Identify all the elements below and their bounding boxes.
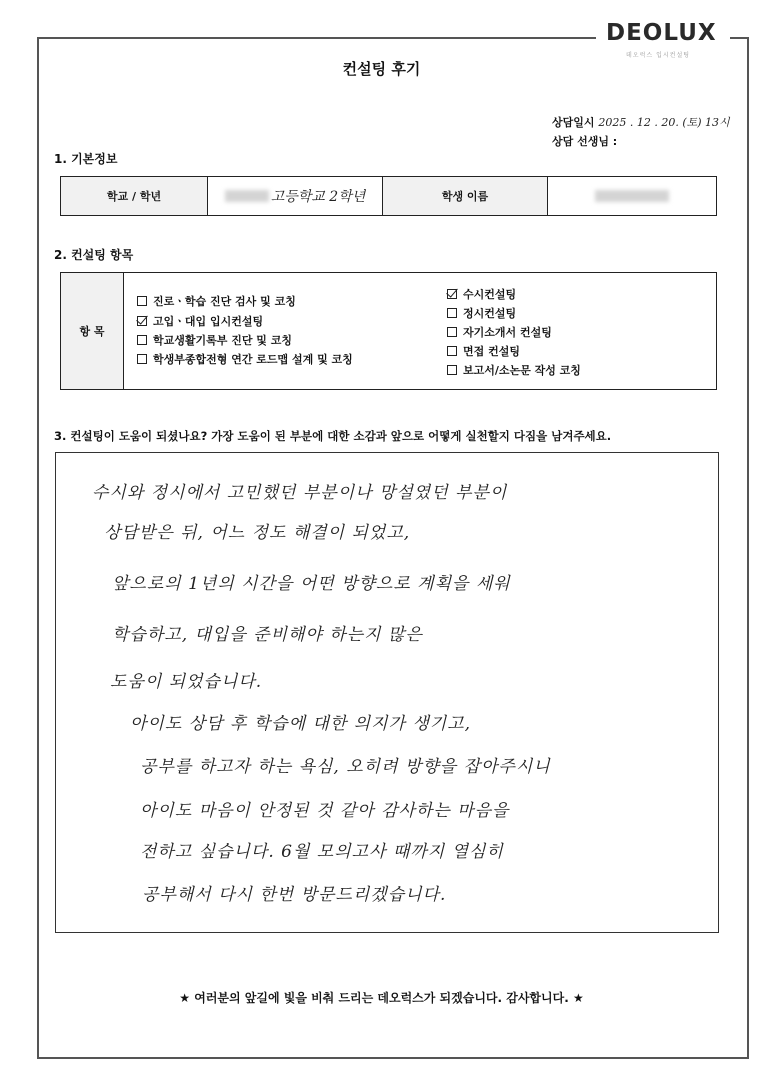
item-label: 면접 컨설팅	[463, 345, 520, 358]
school-label: 학교 / 학년	[61, 177, 208, 215]
feedback-line: 학습하고, 대입을 준비해야 하는지 많은	[112, 625, 423, 645]
checkbox-report[interactable]	[447, 365, 457, 375]
item-report[interactable]	[447, 362, 581, 378]
item-interview[interactable]	[447, 343, 520, 359]
item-label: 학교생활기록부 진단 및 코칭	[153, 334, 292, 347]
item-label: 고입ㆍ대입 입시컨설팅	[153, 315, 264, 328]
consulting-items-table	[60, 272, 717, 390]
checkbox-career-diagnosis[interactable]	[137, 296, 147, 306]
student-name-cell	[548, 177, 716, 215]
item-label: 수시컨설팅	[463, 288, 517, 301]
page-title: 컨설팅 후기	[342, 60, 421, 78]
item-roadmap[interactable]	[137, 351, 353, 367]
section-basic-info-heading: 1. 기본정보	[54, 152, 118, 166]
feedback-line: 전하고 싶습니다. 6월 모의고사 때까지 열심히	[140, 842, 504, 862]
item-label: 진로ㆍ학습 진단 검사 및 코칭	[153, 295, 296, 308]
feedback-line: 수시와 정시에서 고민했던 부분이나 망설였던 부분이	[92, 483, 508, 503]
feedback-line: 아이도 마음이 안정된 것 같아 감사하는 마음을	[140, 801, 510, 821]
section-feedback-heading: 3. 컨설팅이 도움이 되셨나요? 가장 도움이 된 부분에 대한 소감과 앞으로 어떻게 실천할지 다짐을 남겨주세요.	[54, 429, 612, 443]
feedback-line: 공부해서 다시 한번 방문드리겠습니다.	[142, 885, 447, 905]
redacted-student-name	[595, 190, 669, 202]
footer-message: ★ 여러분의 앞길에 빛을 비춰 드리는 데오럭스가 되겠습니다. 감사합니다. ★	[179, 991, 584, 1005]
school-cell	[208, 177, 383, 215]
feedback-line: 앞으로의 1년의 시간을 어떤 방향으로 계획을 세워	[112, 574, 511, 594]
item-jeongsi[interactable]	[447, 305, 516, 321]
counselor-label: 상담 선생님 :	[552, 135, 618, 148]
item-admission-consulting[interactable]	[137, 313, 263, 329]
brand-logo-subtitle: 데오럭스 입시컨설팅	[626, 52, 691, 59]
checkbox-self-intro[interactable]	[447, 327, 457, 337]
feedback-line: 아이도 상담 후 학습에 대한 의지가 생기고,	[130, 714, 472, 734]
checkbox-jeongsi[interactable]	[447, 308, 457, 318]
items-label: 항 목	[61, 273, 124, 389]
item-label: 정시컨설팅	[463, 307, 517, 320]
item-self-intro[interactable]	[447, 324, 552, 340]
feedback-line: 공부를 하고자 하는 욕심, 오히려 방향을 잡아주시니	[140, 757, 551, 777]
checkbox-interview[interactable]	[447, 346, 457, 356]
item-label: 학생부종합전형 연간 로드맵 설계 및 코칭	[153, 353, 353, 366]
item-susi[interactable]	[447, 286, 516, 302]
redacted-school-name	[225, 190, 269, 202]
feedback-line: 상담받은 뒤, 어느 정도 해결이 되었고,	[104, 523, 411, 543]
checkbox-school-record[interactable]	[137, 335, 147, 345]
item-school-record[interactable]	[137, 332, 292, 348]
checkbox-susi[interactable]	[447, 289, 457, 299]
consult-date	[552, 114, 730, 130]
item-label: 보고서/소논문 작성 코칭	[463, 364, 581, 377]
brand-logo: DEOLUX	[606, 20, 717, 46]
feedback-line: 도움이 되었습니다.	[110, 672, 263, 692]
item-career-diagnosis[interactable]	[137, 293, 296, 309]
basic-info-table	[60, 176, 717, 216]
consult-date-label: 상담일시	[552, 116, 595, 129]
student-name-label: 학생 이름	[383, 177, 548, 215]
item-label: 자기소개서 컨설팅	[463, 326, 552, 339]
consult-counselor	[552, 133, 617, 149]
checkbox-roadmap[interactable]	[137, 354, 147, 364]
consult-date-value: 2025 . 12 . 20. (토) 13시	[598, 116, 730, 129]
checkbox-admission-consulting[interactable]	[137, 316, 147, 326]
school-value: 고등학교 2학년	[270, 189, 366, 205]
section-items-heading: 2. 컨설팅 항목	[54, 248, 134, 262]
